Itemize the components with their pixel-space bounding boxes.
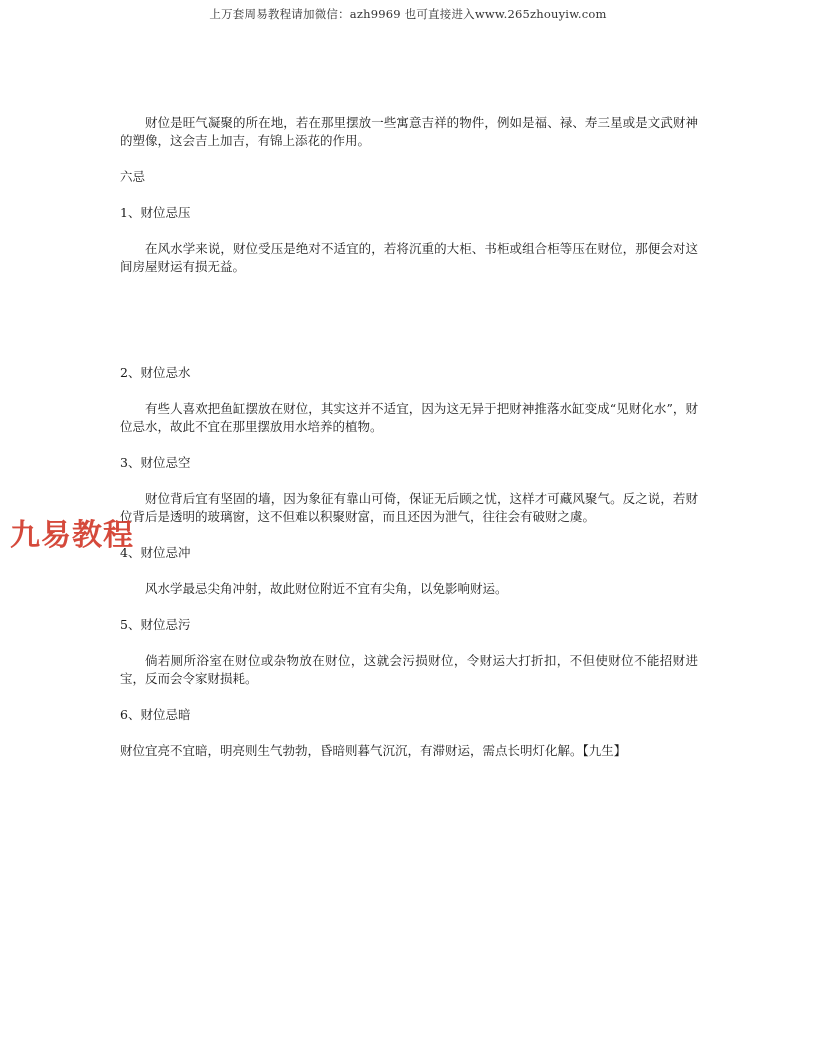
document-body (120, 114, 698, 760)
item-body: 倘若厕所浴室在财位或杂物放在财位，这就会污损财位，令财运大打折扣，不但使财位不能招财进宝，反而会令家财损耗。 (120, 653, 698, 686)
spacer (120, 562, 698, 580)
item-title: 2、财位忌水 (120, 365, 191, 380)
header-banner: 上万套周易教程请加微信：azh9969 也可直接进入www.265zhouyiw.com (209, 7, 607, 21)
item-title: 1、财位忌压 (120, 205, 191, 220)
spacer (120, 634, 698, 652)
item-title: 3、财位忌空 (120, 455, 191, 470)
spacer (120, 222, 698, 240)
spacer (120, 276, 698, 364)
intro-paragraph: 财位是旺气凝聚的所在地，若在那里摆放一些寓意吉祥的物件，例如是福、禄、寿三星或是文武财神的塑像，这会吉上加吉，有锦上添花的作用。 (120, 115, 698, 148)
item-body: 财位宜亮不宜暗，明亮则生气勃勃，昏暗则暮气沉沉，有滞财运，需点长明灯化解。【九生】 (120, 743, 627, 758)
spacer (120, 186, 698, 204)
section-title: 六忌 (120, 169, 146, 184)
spacer (120, 724, 698, 742)
spacer (120, 382, 698, 400)
watermark-logo: 九易教程 (10, 518, 134, 553)
spacer (120, 150, 698, 168)
item-title: 4、财位忌冲 (120, 545, 191, 560)
item-title: 6、财位忌暗 (120, 707, 191, 722)
item-title: 5、财位忌污 (120, 617, 191, 632)
item-body: 风水学最忌尖角冲射，故此财位附近不宜有尖角，以免影响财运。 (145, 581, 508, 596)
spacer (120, 472, 698, 490)
spacer (120, 526, 698, 544)
item-body: 财位背后宜有坚固的墙，因为象征有靠山可倚，保证无后顾之忧，这样才可藏风聚气。反之说，若财位背后是透明的玻璃窗，这不但难以积聚财富，而且还因为泄气，往往会有破财之虞。 (120, 491, 698, 524)
item-body: 在风水学来说，财位受压是绝对不适宜的，若将沉重的大柜、书柜或组合柜等压在财位，那便会对这间房屋财运有损无益。 (120, 241, 698, 274)
item-body: 有些人喜欢把鱼缸摆放在财位，其实这并不适宜，因为这无异于把财神推落水缸变成“见财化水”，财位忌水，故此不宜在那里摆放用水培养的植物。 (120, 401, 698, 434)
spacer (120, 436, 698, 454)
spacer (120, 598, 698, 616)
spacer (120, 688, 698, 706)
